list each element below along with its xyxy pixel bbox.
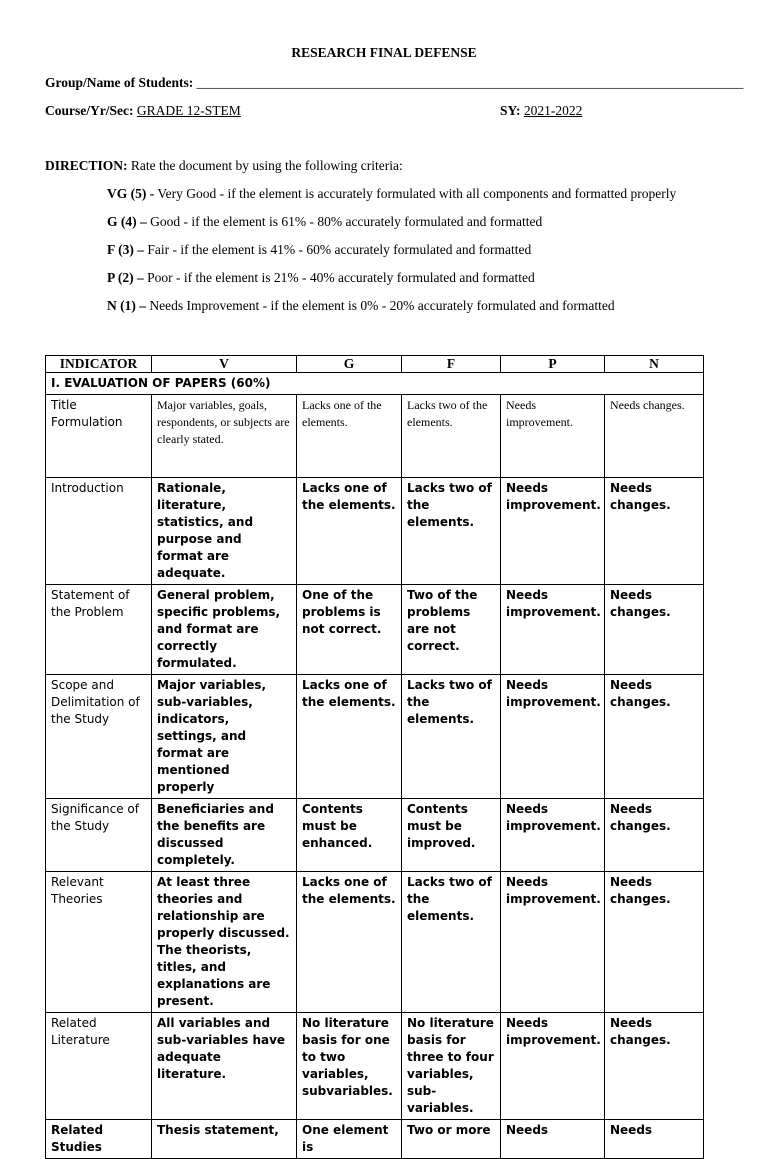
v-cell: Major variables, sub-variables, indicators, settings, and format are mentioned properly <box>152 675 297 799</box>
p-cell: Needs improvement. <box>501 675 605 799</box>
course-line <box>45 103 241 119</box>
criterion-text: Fair - if the element is 41% - 60% accurately formulated and formatted <box>147 242 532 257</box>
n-cell: Needs changes. <box>605 478 704 585</box>
direction-text: Rate the document by using the following criteria: <box>130 158 403 173</box>
document-title: RESEARCH FINAL DEFENSE <box>291 45 477 60</box>
header-v: V <box>152 356 297 373</box>
table-row <box>46 395 704 478</box>
v-cell: Thesis statement, <box>152 1120 297 1159</box>
table-row <box>46 585 704 675</box>
direction-line <box>45 158 403 174</box>
g-cell: One element is <box>297 1120 402 1159</box>
rubric-table <box>45 355 704 1159</box>
sy-value: 2021-2022 <box>523 103 583 118</box>
v-cell: Beneficiaries and the benefits are discussed completely. <box>152 799 297 872</box>
group-blank: _________________________________________________________________________________ <box>196 75 744 90</box>
g-cell: Contents must be enhanced. <box>297 799 402 872</box>
criterion-n <box>107 298 615 314</box>
indicator-cell: Statement of the Problem <box>46 585 152 675</box>
n-cell: Needs changes. <box>605 799 704 872</box>
table-row <box>46 1120 704 1159</box>
school-year-line <box>500 103 582 119</box>
v-cell: General problem, specific problems, and format are correctly formulated. <box>152 585 297 675</box>
section-heading: I. EVALUATION OF PAPERS (60%) <box>46 373 704 395</box>
criterion-code: N (1) – <box>107 298 146 313</box>
criterion-vg <box>107 186 676 202</box>
criterion-p <box>107 270 535 286</box>
f-cell: Lacks two of the elements. <box>402 478 501 585</box>
indicator-cell: Significance of the Study <box>46 799 152 872</box>
p-cell: Needs <box>501 1120 605 1159</box>
table-row <box>46 675 704 799</box>
f-cell: Lacks two of the elements. <box>402 395 501 478</box>
indicator-cell: Relevant Theories <box>46 872 152 1013</box>
f-cell: Contents must be improved. <box>402 799 501 872</box>
section-row <box>46 373 704 395</box>
indicator-cell: Title Formulation <box>46 395 152 478</box>
indicator-cell: Scope and Delimitation of the Study <box>46 675 152 799</box>
direction-label: DIRECTION: <box>45 158 128 173</box>
course-value: GRADE 12-STEM <box>136 103 241 118</box>
f-cell: Two of the problems are not correct. <box>402 585 501 675</box>
criterion-code: G (4) – <box>107 214 147 229</box>
p-cell: Needs improvement. <box>501 799 605 872</box>
criterion-f <box>107 242 531 258</box>
criterion-text: Needs Improvement - if the element is 0% - 20% accurately formulated and formatted <box>149 298 615 313</box>
criterion-code: VG (5) - <box>107 186 155 201</box>
table-row <box>46 478 704 585</box>
indicator-cell: Related Literature <box>46 1013 152 1120</box>
p-cell: Needs improvement. <box>501 585 605 675</box>
f-cell: No literature basis for three to four variables, sub-variables. <box>402 1013 501 1120</box>
p-cell: Needs improvement. <box>501 1013 605 1120</box>
g-cell: One of the problems is not correct. <box>297 585 402 675</box>
v-cell: At least three theories and relationship are properly discussed. The theorists, titles, and explanations are present. <box>152 872 297 1013</box>
header-f: F <box>402 356 501 373</box>
p-cell: Needs improvement. <box>501 872 605 1013</box>
g-cell: Lacks one of the elements. <box>297 675 402 799</box>
group-label: Group/Name of Students: <box>45 75 194 90</box>
p-cell: Needs improvement. <box>501 395 605 478</box>
criterion-text: Good - if the element is 61% - 80% accurately formulated and formatted <box>150 214 543 229</box>
f-cell: Two or more <box>402 1120 501 1159</box>
g-cell: No literature basis for one to two variables, subvariables. <box>297 1013 402 1120</box>
table-row <box>46 799 704 872</box>
table-row <box>46 872 704 1013</box>
indicator-cell: Related Studies <box>46 1120 152 1159</box>
g-cell: Lacks one of the elements. <box>297 478 402 585</box>
v-cell: Rationale, literature, statistics, and purpose and format are adequate. <box>152 478 297 585</box>
criterion-code: P (2) – <box>107 270 144 285</box>
f-cell: Lacks two of the elements. <box>402 675 501 799</box>
criterion-g <box>107 214 542 230</box>
g-cell: Lacks one of the elements. <box>297 395 402 478</box>
criterion-text: Very Good - if the element is accurately formulated with all components and formatted properly <box>157 186 677 201</box>
v-cell: Major variables, goals, respondents, or subjects are clearly stated. <box>152 395 297 478</box>
header-row <box>46 356 704 373</box>
f-cell: Lacks two of the elements. <box>402 872 501 1013</box>
course-label: Course/Yr/Sec: <box>45 103 134 118</box>
criterion-text: Poor - if the element is 21% - 40% accurately formulated and formatted <box>147 270 535 285</box>
g-cell: Lacks one of the elements. <box>297 872 402 1013</box>
header-g: G <box>297 356 402 373</box>
n-cell: Needs <box>605 1120 704 1159</box>
p-cell: Needs improvement. <box>501 478 605 585</box>
indicator-cell: Introduction <box>46 478 152 585</box>
n-cell: Needs changes. <box>605 395 704 478</box>
group-line <box>45 75 743 91</box>
n-cell: Needs changes. <box>605 585 704 675</box>
n-cell: Needs changes. <box>605 1013 704 1120</box>
header-p: P <box>501 356 605 373</box>
n-cell: Needs changes. <box>605 675 704 799</box>
header-indicator: INDICATOR <box>46 356 152 373</box>
criterion-code: F (3) – <box>107 242 144 257</box>
header-n: N <box>605 356 704 373</box>
sy-label: SY: <box>500 103 521 118</box>
n-cell: Needs changes. <box>605 872 704 1013</box>
v-cell: All variables and sub-variables have adequate literature. <box>152 1013 297 1120</box>
table-row <box>46 1013 704 1120</box>
